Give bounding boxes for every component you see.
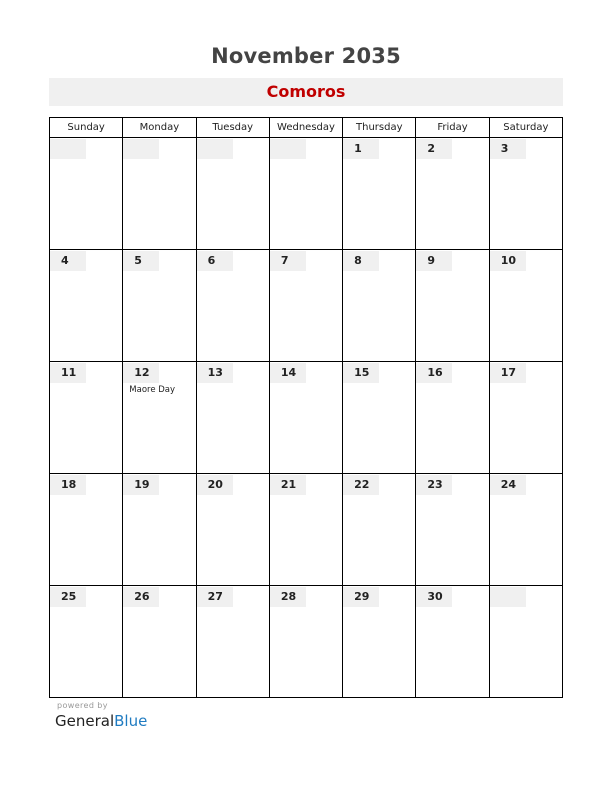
day-number: 23 — [416, 475, 452, 495]
week-row — [50, 586, 563, 698]
day-number: 27 — [197, 587, 233, 607]
day-number: 6 — [197, 251, 233, 271]
day-number: 3 — [490, 139, 526, 159]
day-number: 2 — [416, 139, 452, 159]
weekday-header-row — [50, 118, 563, 138]
week-row — [50, 138, 563, 250]
powered-by-label: powered by — [57, 701, 108, 710]
day-cell — [50, 474, 123, 586]
day-cell — [196, 362, 269, 474]
day-number — [50, 139, 86, 159]
weekday-header: Thursday — [343, 118, 416, 138]
day-number: 21 — [270, 475, 306, 495]
day-cell — [196, 250, 269, 362]
day-cell — [343, 586, 416, 698]
day-number: 1 — [343, 139, 379, 159]
brand-logo[interactable] — [55, 712, 147, 730]
day-cell — [123, 250, 196, 362]
day-cell — [343, 474, 416, 586]
day-number — [123, 139, 159, 159]
week-row — [50, 474, 563, 586]
day-cell — [123, 474, 196, 586]
day-number: 8 — [343, 251, 379, 271]
day-cell — [50, 362, 123, 474]
empty-day-cell — [269, 138, 342, 250]
day-cell — [343, 362, 416, 474]
weekday-header: Monday — [123, 118, 196, 138]
day-number: 15 — [343, 363, 379, 383]
weekday-header: Saturday — [489, 118, 562, 138]
day-cell — [416, 586, 489, 698]
day-number: 14 — [270, 363, 306, 383]
weekday-header: Sunday — [50, 118, 123, 138]
day-cell — [489, 474, 562, 586]
day-cell — [416, 250, 489, 362]
calendar-body — [50, 138, 563, 698]
day-number: 13 — [197, 363, 233, 383]
day-number: 28 — [270, 587, 306, 607]
day-number — [490, 587, 526, 607]
day-cell — [196, 474, 269, 586]
day-number: 16 — [416, 363, 452, 383]
day-number: 5 — [123, 251, 159, 271]
day-number: 22 — [343, 475, 379, 495]
holiday-label: Maore Day — [129, 385, 176, 395]
week-row — [50, 250, 563, 362]
day-number: 24 — [490, 475, 526, 495]
day-number: 26 — [123, 587, 159, 607]
country-name: Comoros — [266, 82, 346, 101]
day-cell — [416, 474, 489, 586]
day-number: 30 — [416, 587, 452, 607]
day-cell — [269, 586, 342, 698]
weekday-header: Wednesday — [269, 118, 342, 138]
day-number — [270, 139, 306, 159]
day-cell — [50, 250, 123, 362]
day-number: 9 — [416, 251, 452, 271]
empty-day-cell — [50, 138, 123, 250]
day-cell — [489, 138, 562, 250]
day-number: 29 — [343, 587, 379, 607]
day-cell — [416, 138, 489, 250]
empty-day-cell — [489, 586, 562, 698]
day-cell — [489, 250, 562, 362]
week-row — [50, 362, 563, 474]
day-cell — [123, 362, 196, 474]
brand-logo-blue: Blue — [114, 712, 148, 730]
day-number: 20 — [197, 475, 233, 495]
day-cell — [343, 138, 416, 250]
day-cell — [123, 586, 196, 698]
day-number: 11 — [50, 363, 86, 383]
day-number: 4 — [50, 251, 86, 271]
day-number: 18 — [50, 475, 86, 495]
calendar-title: November 2035 — [211, 44, 401, 68]
day-cell — [489, 362, 562, 474]
day-cell — [416, 362, 489, 474]
day-number: 25 — [50, 587, 86, 607]
day-cell — [269, 362, 342, 474]
day-cell — [196, 586, 269, 698]
day-cell — [269, 474, 342, 586]
day-cell — [269, 250, 342, 362]
country-banner — [49, 78, 563, 106]
day-number: 10 — [490, 251, 526, 271]
day-number: 12 — [123, 363, 159, 383]
empty-day-cell — [196, 138, 269, 250]
month-calendar-grid — [49, 117, 563, 698]
weekday-header: Tuesday — [196, 118, 269, 138]
day-cell — [343, 250, 416, 362]
brand-logo-general: General — [55, 712, 115, 730]
day-number: 17 — [490, 363, 526, 383]
day-number — [197, 139, 233, 159]
empty-day-cell — [123, 138, 196, 250]
day-number: 19 — [123, 475, 159, 495]
day-number: 7 — [270, 251, 306, 271]
day-cell — [50, 586, 123, 698]
weekday-header: Friday — [416, 118, 489, 138]
